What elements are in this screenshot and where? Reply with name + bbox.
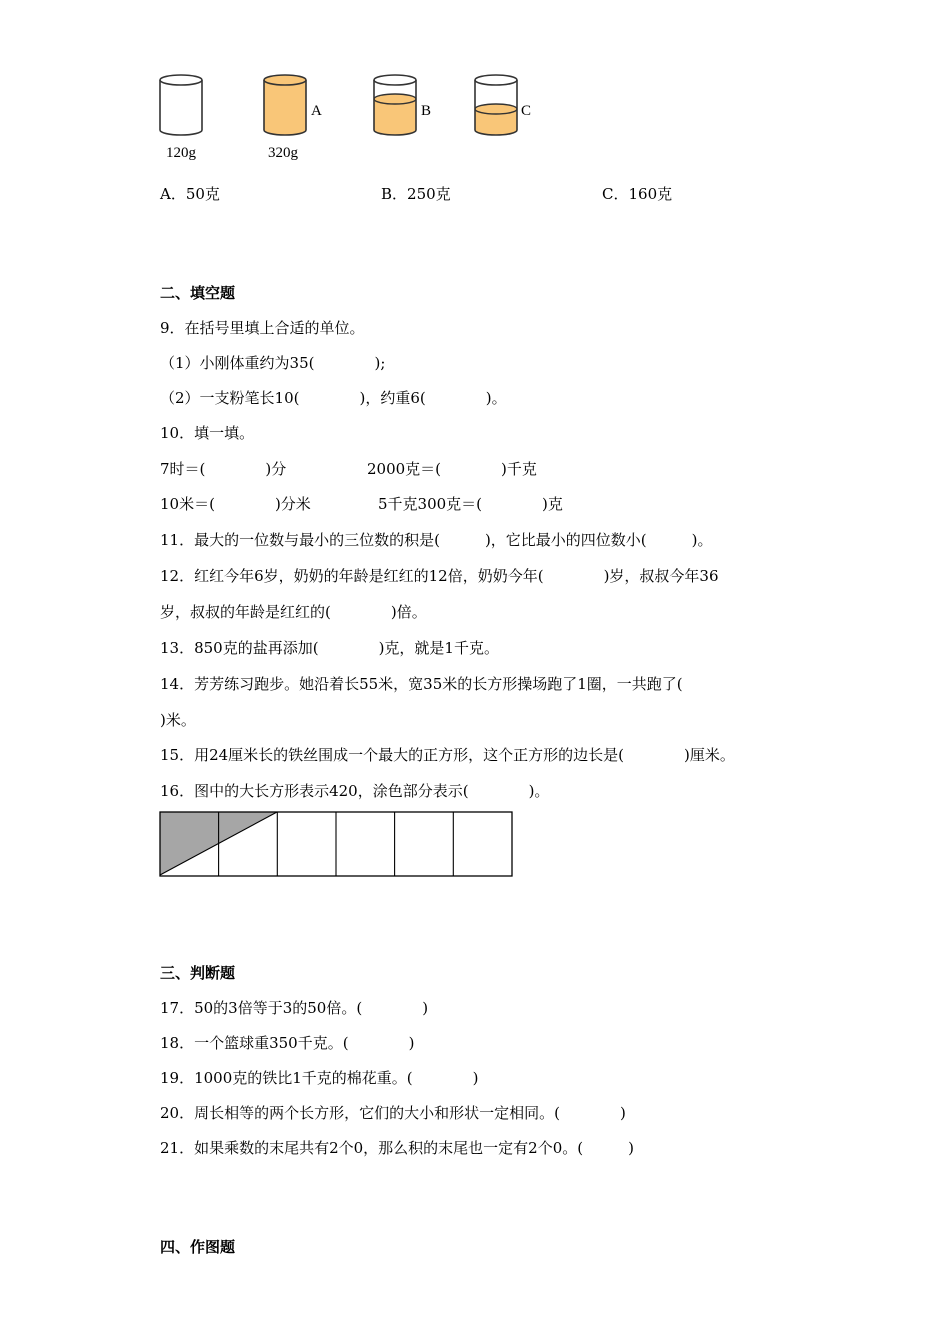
- option-c: C．160克: [602, 185, 673, 203]
- question-18: 18．一个篮球重350千克。( ): [160, 1034, 415, 1052]
- question-10-d: 5千克300克＝( )克: [378, 495, 563, 513]
- question-9-2: （2）一支粉笔长10( )，约重6( )。: [160, 389, 507, 407]
- question-10-a: 7时＝( )分: [160, 460, 287, 478]
- section-4-title: 四、作图题: [160, 1238, 236, 1256]
- question-10-c: 10米＝( )分米: [160, 495, 311, 513]
- cup-c-label: C: [521, 103, 532, 119]
- question-13: 13．850克的盐再添加( )克，就是1千克。: [160, 639, 499, 657]
- cup-b-icon: [374, 75, 416, 135]
- question-9-1: （1）小刚体重约为35( );: [160, 354, 386, 372]
- question-10-b: 2000克＝( )千克: [367, 460, 537, 478]
- option-b: B．250克: [381, 185, 451, 203]
- cup-c-icon: [475, 75, 517, 135]
- question-21: 21．如果乘数的末尾共有2个0，那么积的末尾也一定有2个0。( ): [160, 1139, 634, 1157]
- question-12-line-2: 岁，叔叔的年龄是红红的( )倍。: [160, 603, 427, 621]
- question-12-line-1: 12．红红今年6岁，奶奶的年龄是红红的12倍，奶奶今年( )岁，叔叔今年36: [160, 567, 719, 585]
- question-15: 15．用24厘米长的铁丝围成一个最大的正方形，这个正方形的边长是( )厘米。: [160, 746, 735, 764]
- empty-cup-weight: 120g: [166, 145, 196, 161]
- question-20: 20．周长相等的两个长方形，它们的大小和形状一定相同。( ): [160, 1104, 626, 1122]
- question-9: 9．在括号里填上合适的单位。: [160, 319, 365, 337]
- full-cup-a-icon: [264, 75, 306, 135]
- question-14-line-2: )米。: [160, 711, 196, 729]
- question-16: 16．图中的大长方形表示420，涂色部分表示( )。: [160, 782, 550, 800]
- section-3-title: 三、判断题: [160, 964, 236, 982]
- question-17: 17．50的3倍等于3的50倍。( ): [160, 999, 429, 1017]
- question-19: 19．1000克的铁比1千克的棉花重。( ): [160, 1069, 479, 1087]
- option-a: A．50克: [160, 185, 220, 203]
- section-2-title: 二、填空题: [160, 284, 236, 302]
- full-cup-weight: 320g: [268, 145, 298, 161]
- empty-cup-icon: [160, 75, 202, 135]
- cup-a-label: A: [311, 103, 322, 119]
- question-10: 10．填一填。: [160, 424, 255, 442]
- question-11: 11．最大的一位数与最小的三位数的积是( )，它比最小的四位数小( )。: [160, 531, 713, 549]
- cup-b-label: B: [421, 103, 432, 119]
- rectangle-diagram: [159, 811, 515, 879]
- cups-figure: [150, 70, 570, 150]
- question-14-line-1: 14．芳芳练习跑步。她沿着长55米，宽35米的长方形操场跑了1圈，一共跑了(: [160, 675, 683, 693]
